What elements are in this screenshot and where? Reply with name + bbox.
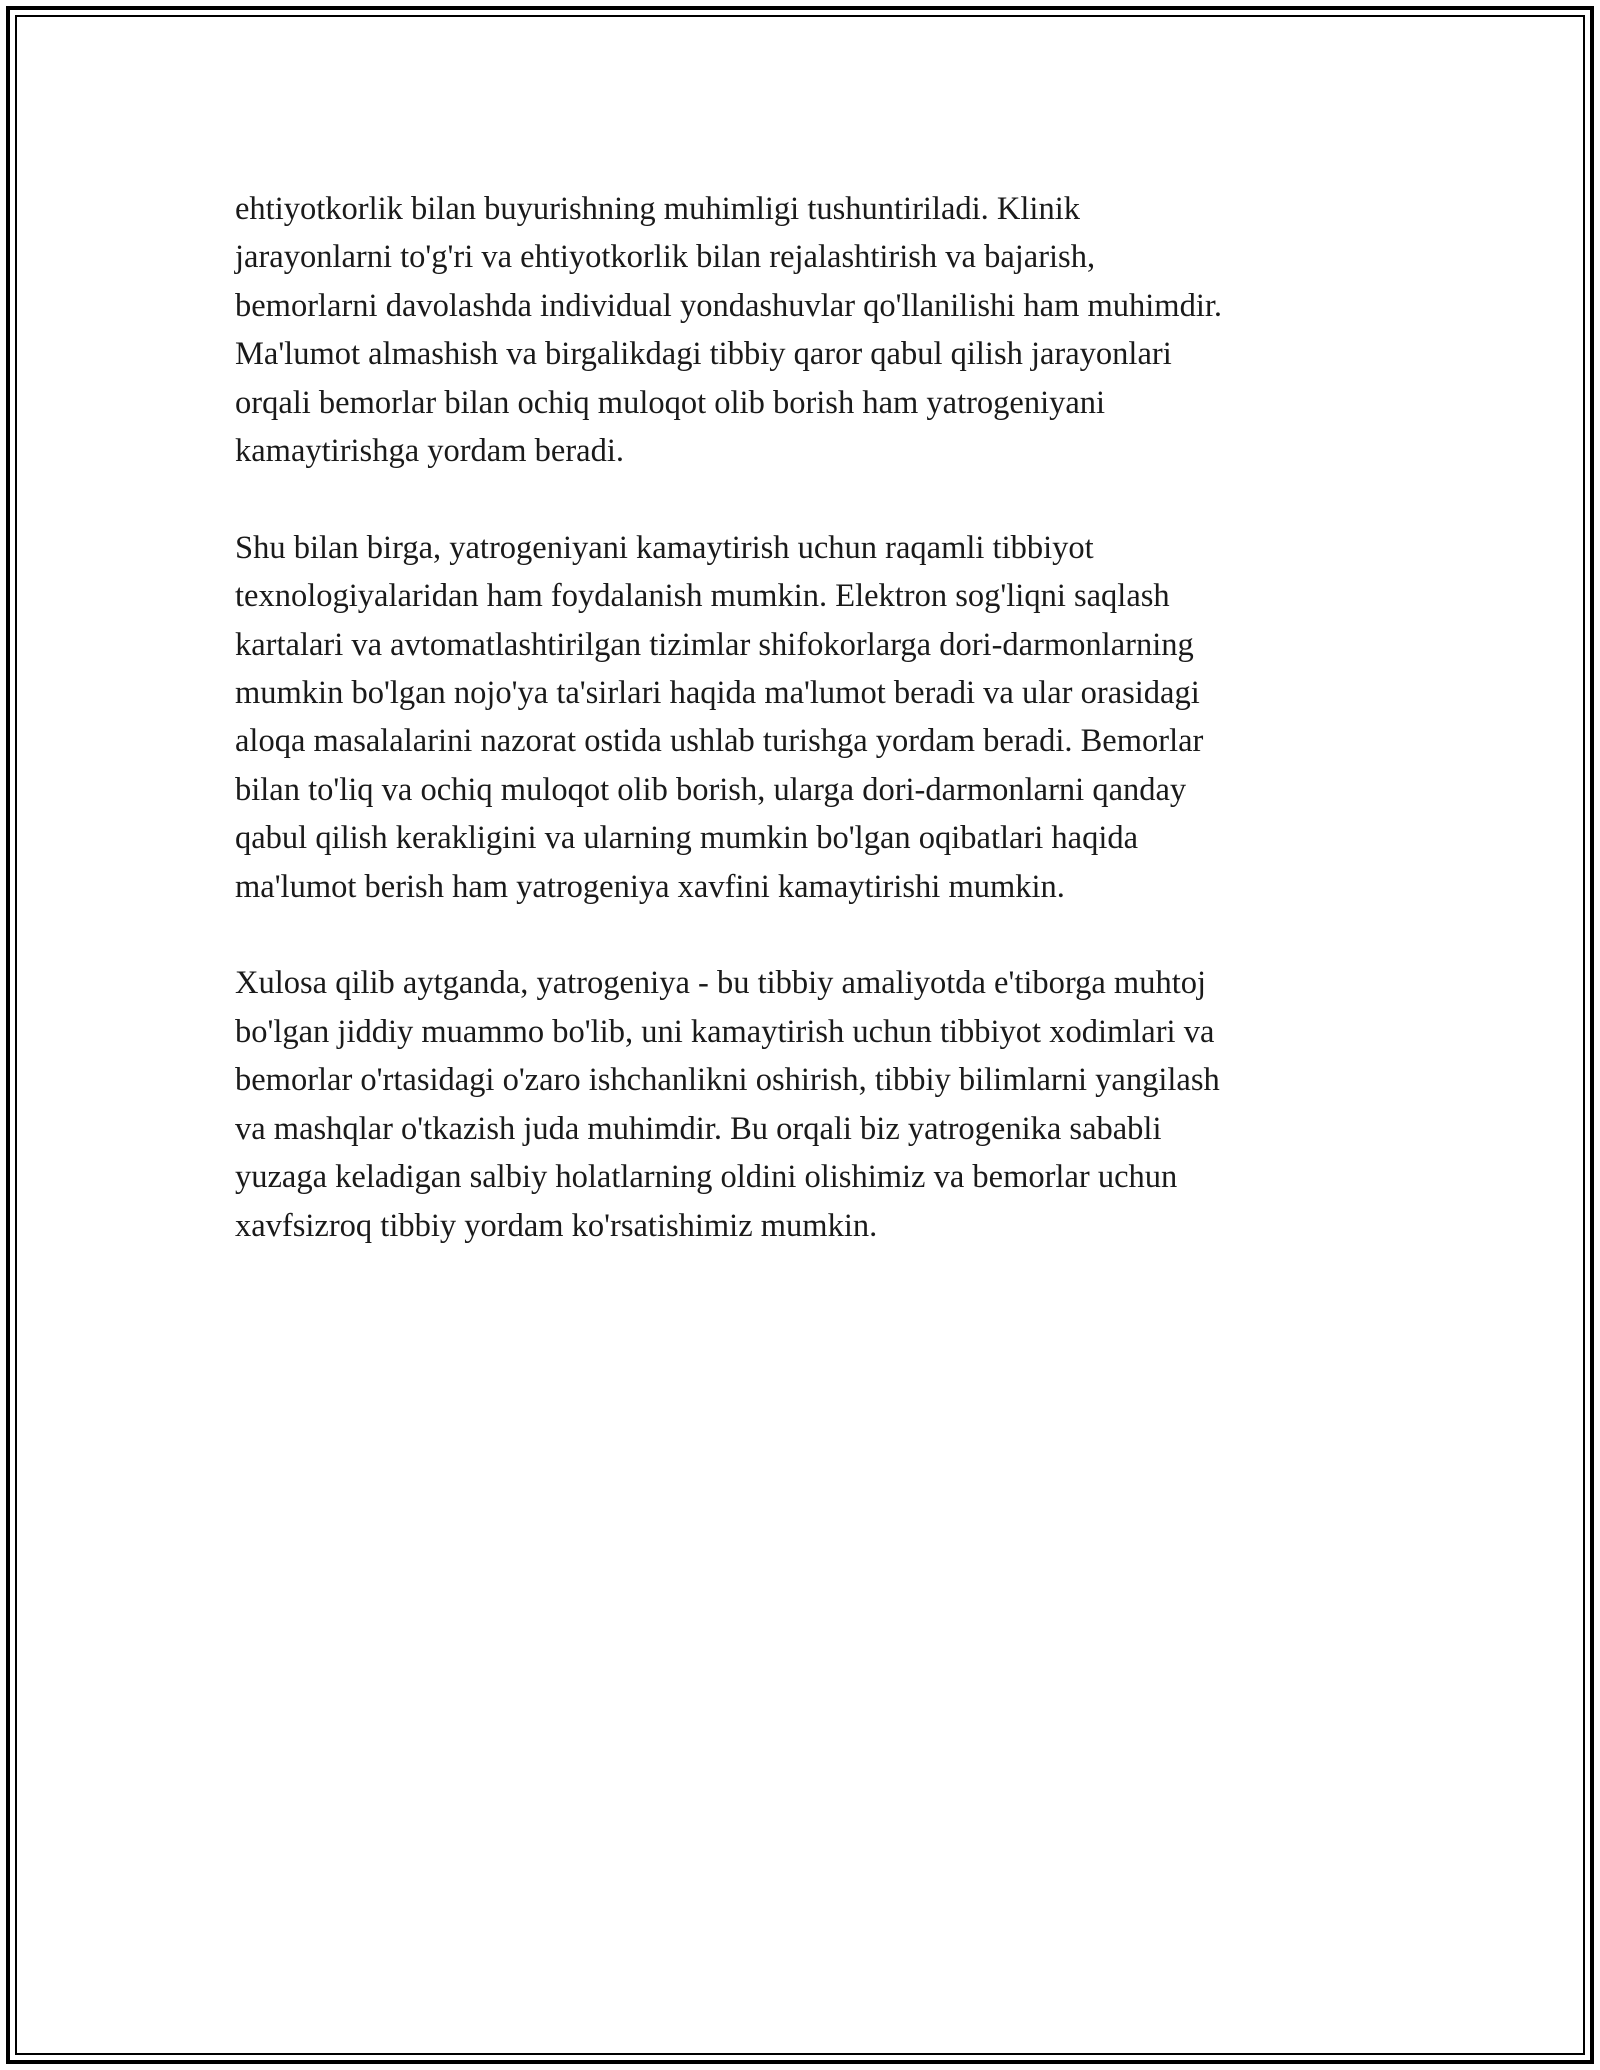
text-line: Shu bilan birga, yatrogeniyani kamaytirish uchun raqamli tibbiyot (235, 529, 1094, 566)
text-line: qabul qilish kerakligini va ularning mumkin bo'lgan oqibatlari haqida (235, 820, 1139, 857)
text-line: mumkin bo'lgan nojo'ya ta'sirlari haqida ma'lumot beradi va ular orasidagi (235, 675, 1200, 712)
text-line: orqali bemorlar bilan ochiq muloqot olib borish ham yatrogeniyani (235, 384, 1106, 421)
text-line: ma'lumot berish ham yatrogeniya xavfini kamaytirishi mumkin. (235, 868, 1065, 905)
document-body (235, 185, 1395, 1298)
text-line: bo'lgan jiddiy muammo bo'lib, uni kamaytirish uchun tibbiyot xodimlari va (235, 1013, 1215, 1050)
text-line: bilan to'liq va ochiq muloqot olib borish, ularga dori-darmonlarni qanday (235, 771, 1187, 808)
text-line: jarayonlarni to'g'ri va ehtiyotkorlik bilan rejalashtirish va bajarish, (235, 239, 1096, 276)
text-line: aloqa masalalarini nazorat ostida ushlab turishga yordam beradi. Bemorlar (235, 723, 1204, 760)
text-line: texnologiyalaridan ham foydalanish mumkin. Elektron sog'liqni saqlash (235, 578, 1170, 615)
paragraph-2 (235, 524, 1395, 911)
text-line: kamaytirishga yordam beradi. (235, 433, 624, 470)
text-line: Ma'lumot almashish va birgalikdagi tibbiy qaror qabul qilish jarayonlari (235, 336, 1172, 373)
text-line: yuzaga keladigan salbiy holatlarning oldini olishimiz va bemorlar uchun (235, 1159, 1178, 1196)
text-line: ehtiyotkorlik bilan buyurishning muhimligi tushuntiriladi. Klinik (235, 191, 1080, 227)
text-line: va mashqlar o'tkazish juda muhimdir. Bu orqali biz yatrogenika sababli (235, 1110, 1162, 1147)
text-line: xavfsizroq tibbiy yordam ko'rsatishimiz mumkin. (235, 1207, 878, 1244)
paragraph-1 (235, 185, 1395, 475)
text-line: Xulosa qilib aytganda, yatrogeniya - bu tibbiy amaliyotda e'tiborga muhtoj (235, 965, 1207, 1002)
text-line: bemorlar o'rtasidagi o'zaro ishchanlikni oshirish, tibbiy bilimlarni yangilash (235, 1062, 1220, 1099)
text-line: bemorlarni davolashda individual yondashuvlar qo'llanilishi ham muhimdir. (235, 287, 1223, 324)
text-line: kartalari va avtomatlashtirilgan tizimlar shifokorlarga dori-darmonlarning (235, 626, 1194, 663)
paragraph-3 (235, 959, 1395, 1249)
